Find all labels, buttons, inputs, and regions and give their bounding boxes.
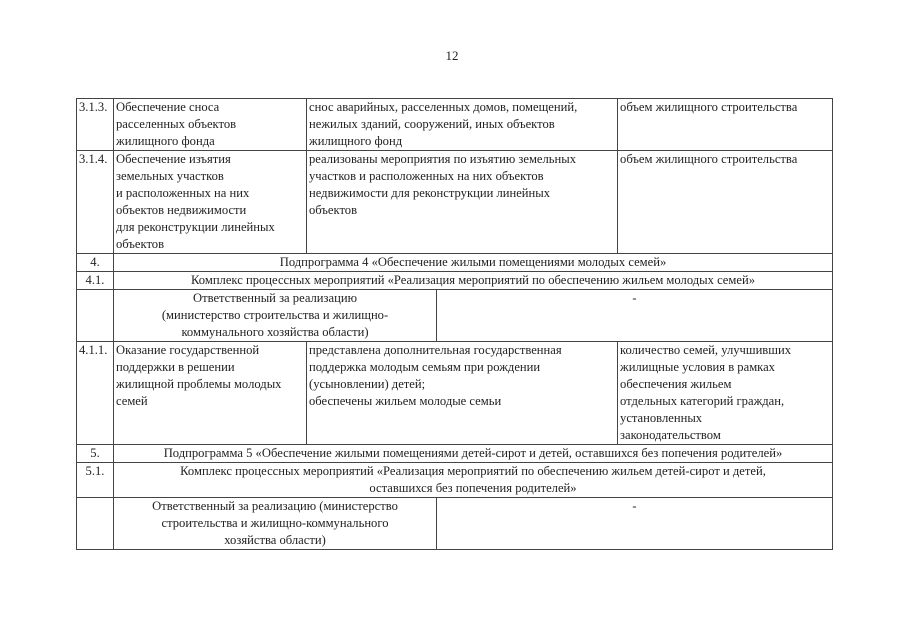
table-row [77, 99, 833, 151]
row-number: 5. [77, 445, 114, 463]
row-number: 3.1.4. [77, 151, 114, 254]
row-number: 3.1.3. [77, 99, 114, 151]
responsible-label: Ответственный за реализацию (министерство строительства и жилищно-коммунального хозяйства области) [114, 498, 437, 550]
subprogram-title: Подпрограмма 5 «Обеспечение жилыми помещениями детей-сирот и детей, оставшихся без попечения родителей» [114, 445, 833, 463]
responsible-value: - [437, 498, 833, 550]
page-number: 12 [445, 48, 459, 63]
responsible-label: Ответственный за реализацию (министерство строительства и жилищно- коммунального хозяйства области) [114, 290, 437, 342]
indicator-cell: количество семей, улучшивших жилищные условия в рамках обеспечения жильем отдельных категорий граждан, установленных законодательством [618, 342, 833, 445]
responsible-value: - [437, 290, 833, 342]
complex-row [77, 463, 833, 498]
empty-cell [77, 290, 114, 342]
task-cell: Обеспечение сноса расселенных объектов жилищного фонда [114, 99, 307, 151]
responsible-row [77, 498, 833, 550]
subprogram-row [77, 445, 833, 463]
table-row [77, 342, 833, 445]
complex-title: Комплекс процессных мероприятий «Реализация мероприятий по обеспечению жильем детей-сирот и детей, оставшихся без попечения родителей» [114, 463, 833, 498]
indicator-cell: объем жилищного строительства [618, 99, 833, 151]
empty-cell [77, 498, 114, 550]
row-number: 5.1. [77, 463, 114, 498]
result-cell: снос аварийных, расселенных домов, помещений, нежилых зданий, сооружений, иных объектов жилищного фонд [307, 99, 618, 151]
subprogram-row [77, 254, 833, 272]
result-cell: реализованы мероприятия по изъятию земельных участков и расположенных на них объектов недвижимости для реконструкции линейных объектов [307, 151, 618, 254]
task-cell: Оказание государственной поддержки в решении жилищной проблемы молодых семей [114, 342, 307, 445]
program-table [76, 98, 833, 550]
table-row [77, 151, 833, 254]
responsible-row [77, 290, 833, 342]
complex-title: Комплекс процессных мероприятий «Реализация мероприятий по обеспечению жильем молодых семей» [114, 272, 833, 290]
row-number: 4.1.1. [77, 342, 114, 445]
complex-row [77, 272, 833, 290]
indicator-cell: объем жилищного строительства [618, 151, 833, 254]
row-number: 4. [77, 254, 114, 272]
result-cell: представлена дополнительная государственная поддержка молодым семьям при рождении (усыновлении) детей; обеспечены жильем молодые семьи [307, 342, 618, 445]
task-cell: Обеспечение изъятия земельных участков и расположенных на них объектов недвижимости для реконструкции линейных объектов [114, 151, 307, 254]
row-number: 4.1. [77, 272, 114, 290]
subprogram-title: Подпрограмма 4 «Обеспечение жилыми помещениями молодых семей» [114, 254, 833, 272]
